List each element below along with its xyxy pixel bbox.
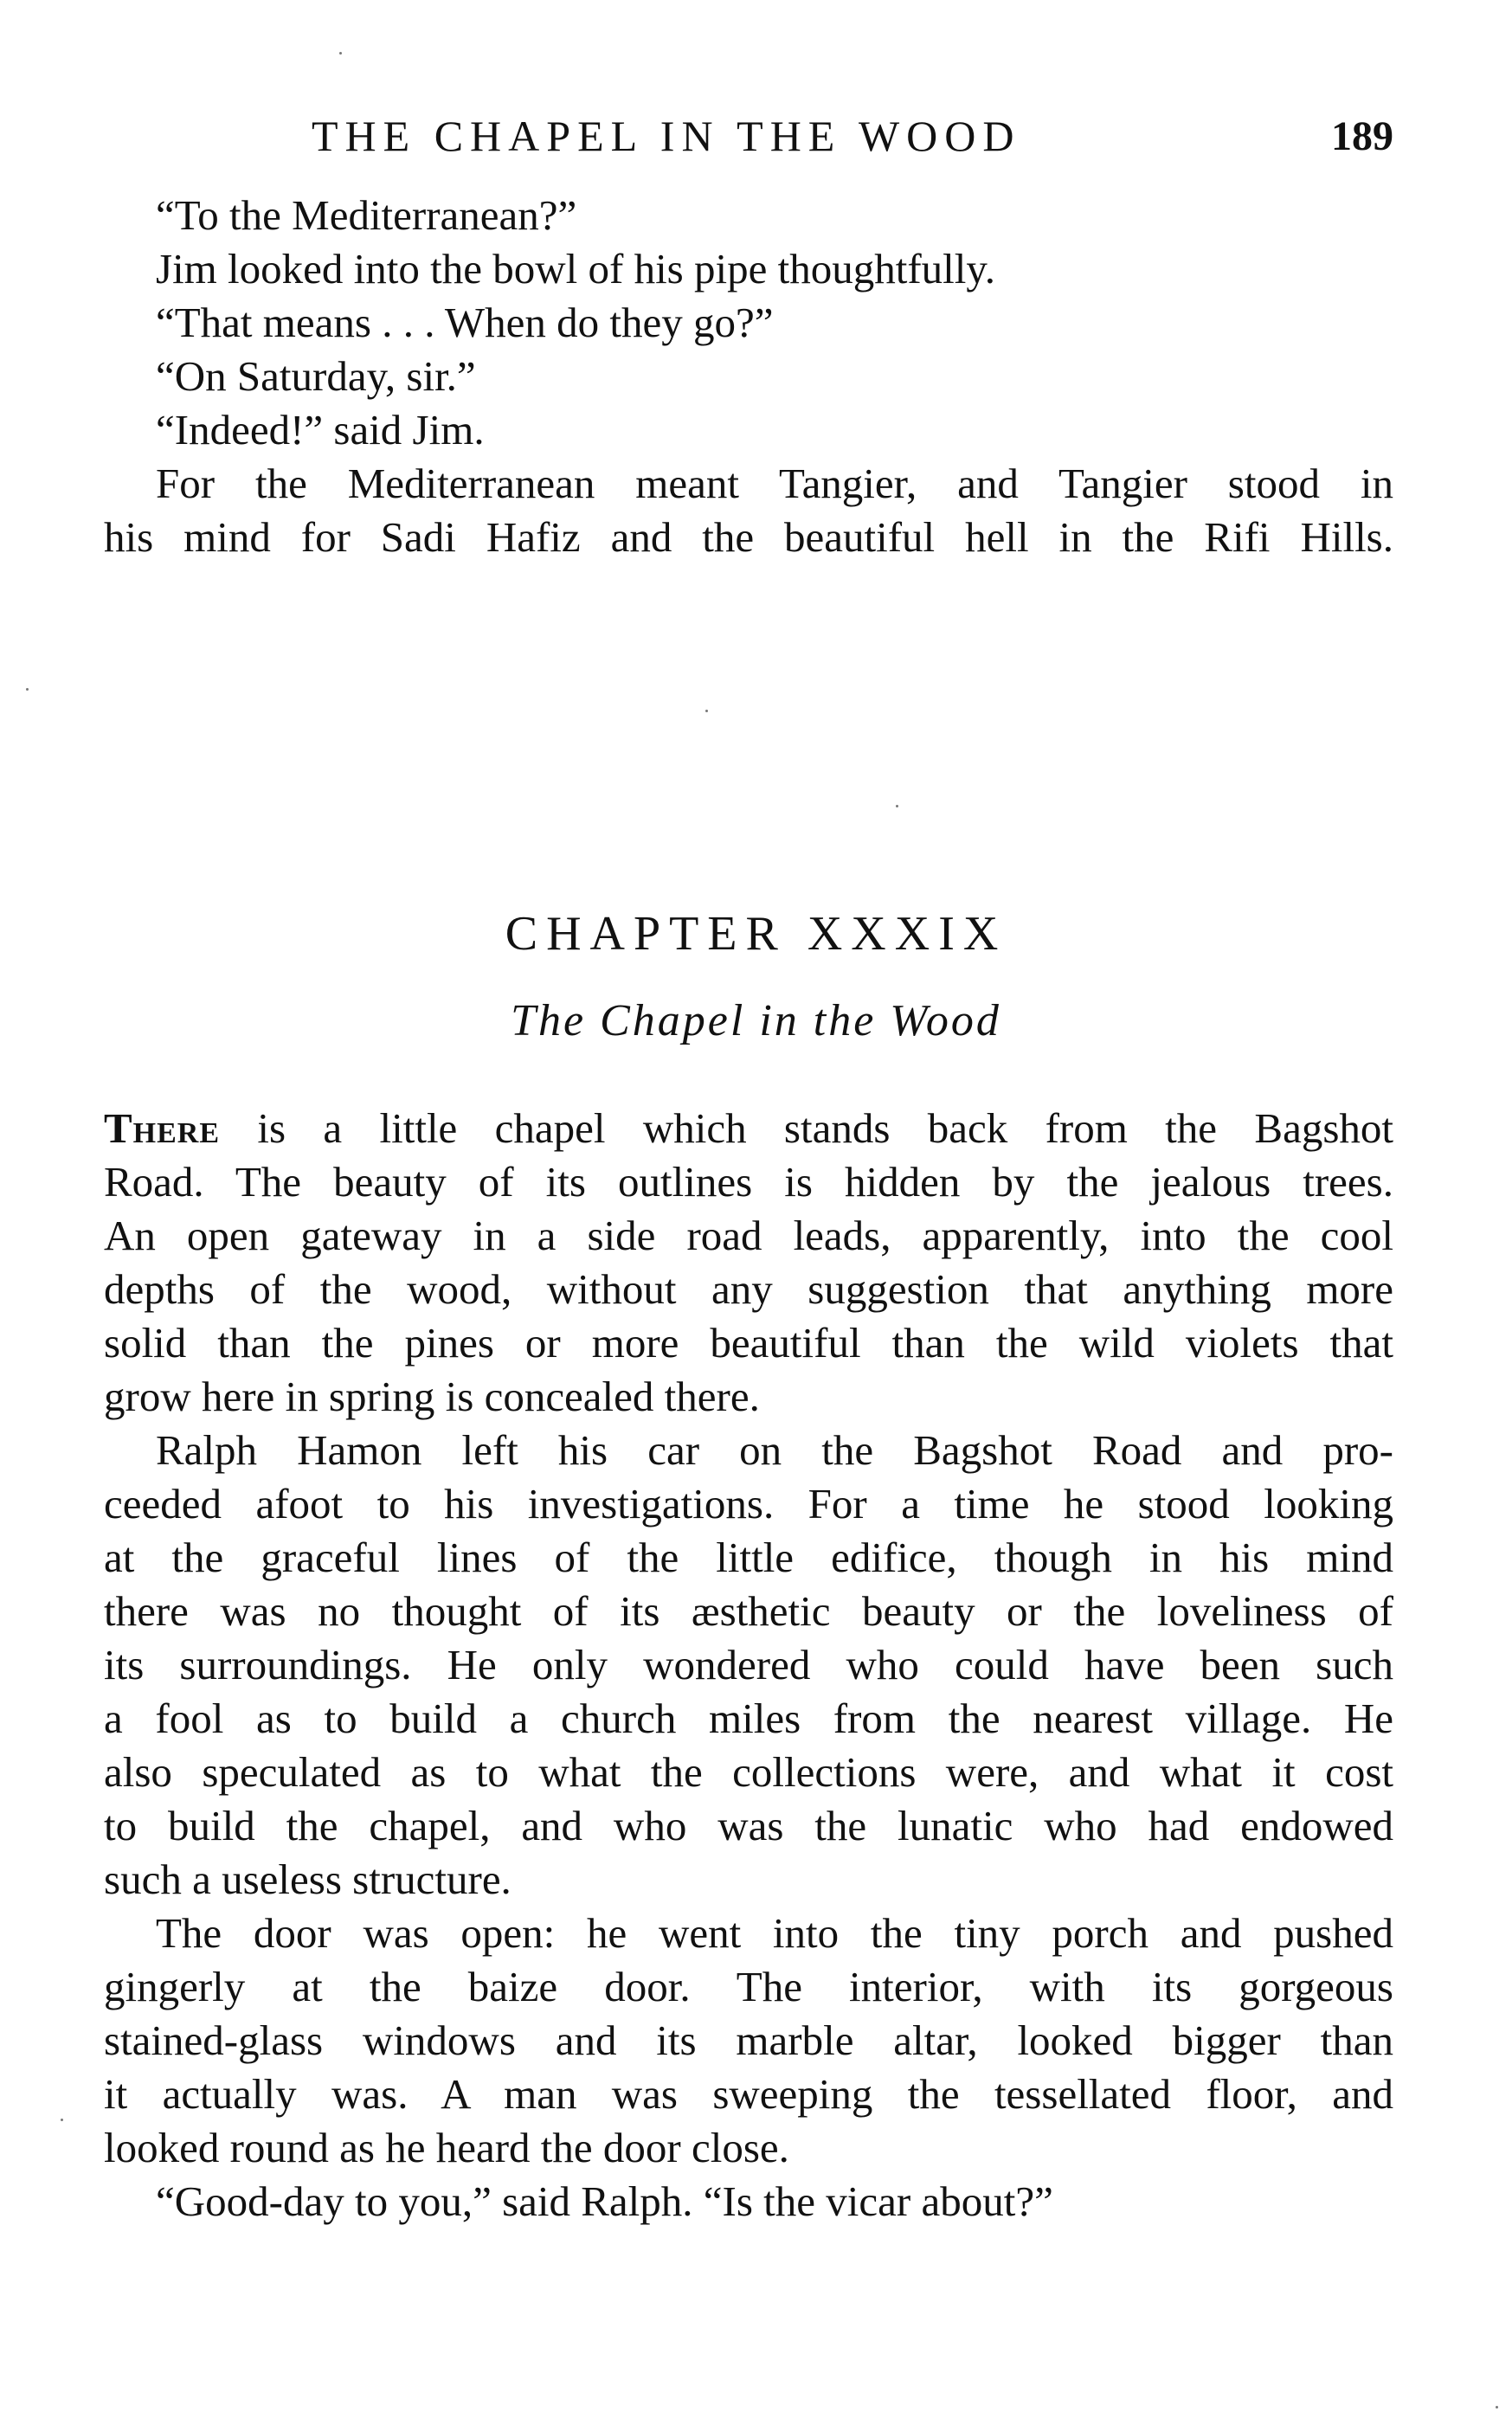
scan-speck: [1496, 2406, 1498, 2408]
text-line: depths of the wood, without any suggestion that anything more: [104, 1265, 1393, 1313]
text-line: The door was open: he went into the tiny porch and pushed: [156, 1909, 1393, 1957]
text-line: Road. The beauty of its outlines is hidden by the jealous trees.: [104, 1158, 1393, 1206]
text-line: solid than the pines or more beautiful than the wild violets that: [104, 1319, 1393, 1367]
text-line: gingerly at the baize door. The interior, with its gorgeous: [104, 1963, 1393, 2010]
text-line: a fool as to build a church miles from the nearest village. He: [104, 1695, 1393, 1742]
text-line: to build the chapel, and who was the lunatic who had endowed: [104, 1802, 1393, 1849]
scan-speck: [896, 805, 898, 807]
scan-speck: [61, 2119, 63, 2121]
text-line: “Good-day to you,” said Ralph. “Is the vicar about?”: [156, 2177, 1053, 2225]
page-number: 189: [1331, 113, 1393, 159]
previous-chapter-ending: [104, 189, 1393, 564]
text-line: its surroundings. He only wondered who could have been such: [104, 1641, 1393, 1688]
text-line: also speculated as to what the collections were, and what it cost: [104, 1748, 1393, 1796]
text-line: his mind for Sadi Hafiz and the beautiful hell in the Rifi Hills.: [104, 513, 1393, 561]
chapter-subtitle: The Chapel in the Wood: [511, 996, 1001, 1045]
text-line: “On Saturday, sir.”: [156, 352, 476, 400]
text-line: Ralph Hamon left his car on the Bagshot Road and pro-: [156, 1426, 1393, 1474]
opening-line: [104, 1102, 1393, 1155]
text-line: grow here in spring is concealed there.: [104, 1373, 760, 1420]
text-line: stained-glass windows and its marble altar, looked bigger than: [104, 2016, 1393, 2064]
text-line: looked round as he heard the door close.: [104, 2124, 789, 2171]
running-head: [104, 111, 1393, 171]
text-line: it actually was. A man was sweeping the tessellated floor, and: [104, 2070, 1393, 2118]
text-line: “That means . . . When do they go?”: [156, 299, 774, 346]
scan-speck: [705, 710, 708, 712]
chapter-body: [104, 1102, 1393, 2228]
chapter-heading: CHAPTER XXXIX: [505, 907, 1007, 961]
text-line: Jim looked into the bowl of his pipe thoughtfully.: [156, 245, 995, 293]
opening-line-text: is a little chapel which stands back from the Bagshot: [220, 1104, 1393, 1152]
text-line: An open gateway in a side road leads, apparently, into the cool: [104, 1212, 1393, 1259]
text-line: at the graceful lines of the little edifice, though in his mind: [104, 1534, 1393, 1581]
scan-speck: [339, 52, 342, 55]
text-line: there was no thought of its æsthetic beauty or the loveliness of: [104, 1587, 1393, 1635]
text-line: For the Mediterranean meant Tangier, and Tangier stood in: [156, 460, 1393, 507]
scan-speck: [26, 688, 29, 691]
text-line: such a useless structure.: [104, 1855, 512, 1903]
text-line: ceeded afoot to his investigations. For a time he stood looking: [104, 1480, 1393, 1527]
opening-word: There: [104, 1104, 221, 1152]
text-line: “Indeed!” said Jim.: [156, 406, 485, 453]
running-title: THE CHAPEL IN THE WOOD: [312, 112, 1021, 160]
text-line: “To the Mediterranean?”: [156, 191, 577, 239]
